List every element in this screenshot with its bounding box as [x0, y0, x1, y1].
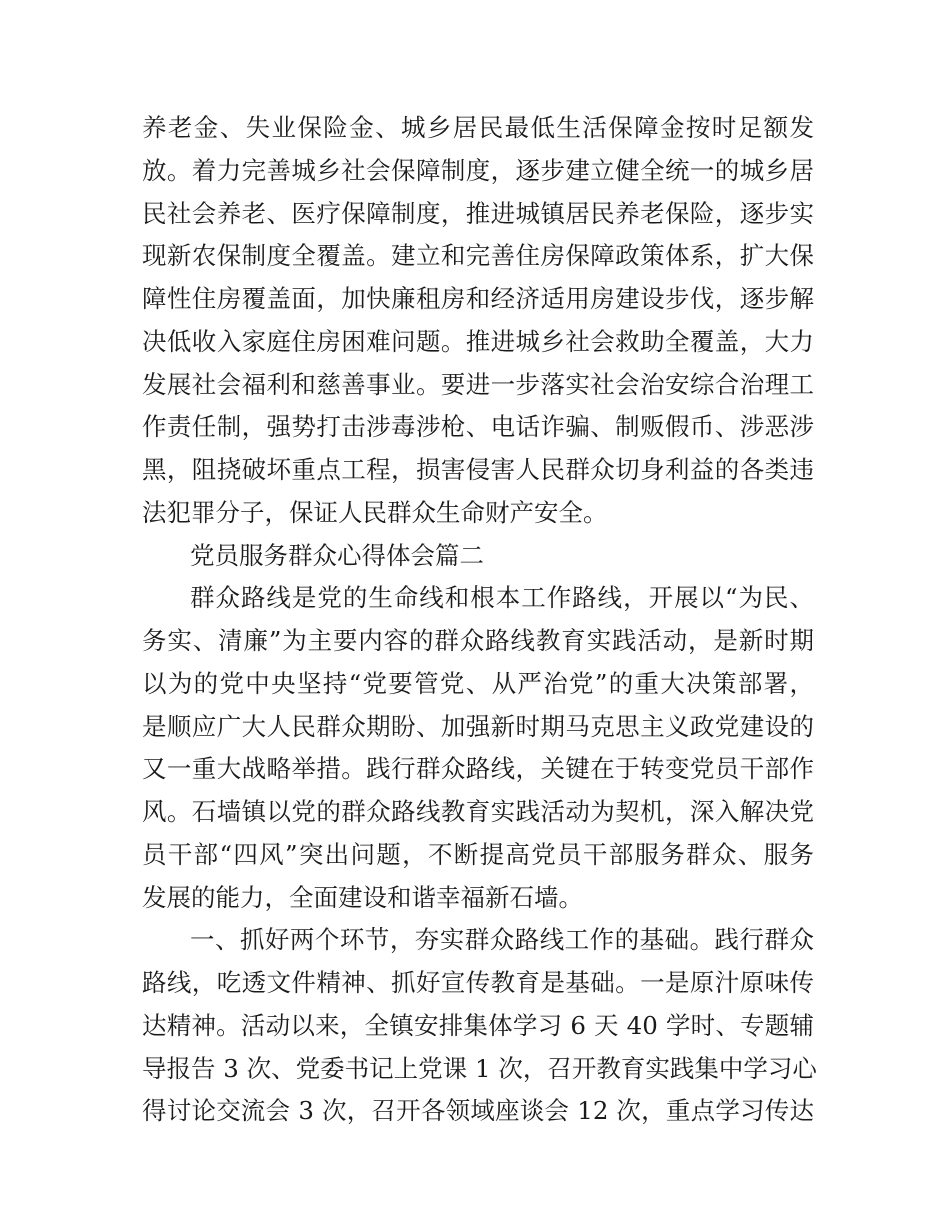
text-line: 一、抓好两个环节，夯实群众路线工作的基础。践行群众 — [190, 925, 814, 955]
text-line: 又一重大战略举措。践行群众路线，关键在于转变党员干部作 — [142, 754, 814, 784]
text-line: 党员服务群众心得体会篇二 — [190, 540, 484, 570]
text-line: 养老金、失业保险金、城乡居民最低生活保障金按时足额发 — [142, 113, 814, 142]
text-line: 是顺应广大人民群众期盼、加强新时期马克思主义政党建设的 — [142, 711, 814, 741]
text-line: 导报告 3 次、党委书记上党课 1 次，召开教育实践集中学习心 — [142, 1053, 817, 1083]
text-line: 法犯罪分子，保证人民群众生命财产安全。 — [142, 497, 608, 527]
text-line: 以为的党中央坚持“党要管党、从严治党”的重大决策部署， — [142, 668, 814, 698]
text-line: 作责任制，强势打击涉毒涉枪、电话诈骗、制贩假币、涉恶涉 — [142, 412, 814, 442]
text-line: 发展社会福利和慈善事业。要进一步落实社会治安综合治理工 — [142, 369, 814, 399]
text-line: 黑，阻挠破坏重点工程，损害侵害人民群众切身利益的各类违 — [142, 455, 814, 484]
text-line: 决低收入家庭住房困难问题。推进城乡社会救助全覆盖，大力 — [142, 326, 814, 356]
text-line: 障性住房覆盖面，加快廉租房和经济适用房建设步伐，逐步解 — [142, 284, 814, 313]
text-line: 得讨论交流会 3 次，召开各领域座谈会 12 次，重点学习传达 — [142, 1096, 814, 1126]
text-line: 风。石墙镇以党的群众路线教育实践活动为契机，深入解决党 — [142, 797, 814, 826]
document-body — [142, 107, 817, 1133]
text-line: 发展的能力，全面建设和谐幸福新石墙。 — [142, 882, 583, 912]
text-line: 员干部“四风”突出问题，不断提高党员干部服务群众、服务 — [142, 839, 814, 869]
text-line: 民社会养老、医疗保障制度，推进城镇居民养老保险，逐步实 — [142, 198, 814, 228]
text-line: 群众路线是党的生命线和根本工作路线，开展以“为民、 — [190, 583, 814, 613]
text-line: 路线，吃透文件精神、抓好宣传教育是基础。一是原汁原味传 — [142, 968, 814, 997]
text-line: 达精神。活动以来，全镇安排集体学习 6 天 40 学时、专题辅 — [142, 1010, 814, 1040]
text-line: 务实、清廉”为主要内容的群众路线教育实践活动，是新时期 — [142, 626, 814, 655]
text-line: 放。着力完善城乡社会保障制度，逐步建立健全统一的城乡居 — [142, 155, 814, 185]
text-line: 现新农保制度全覆盖。建立和完善住房保障政策体系，扩大保 — [142, 241, 814, 271]
